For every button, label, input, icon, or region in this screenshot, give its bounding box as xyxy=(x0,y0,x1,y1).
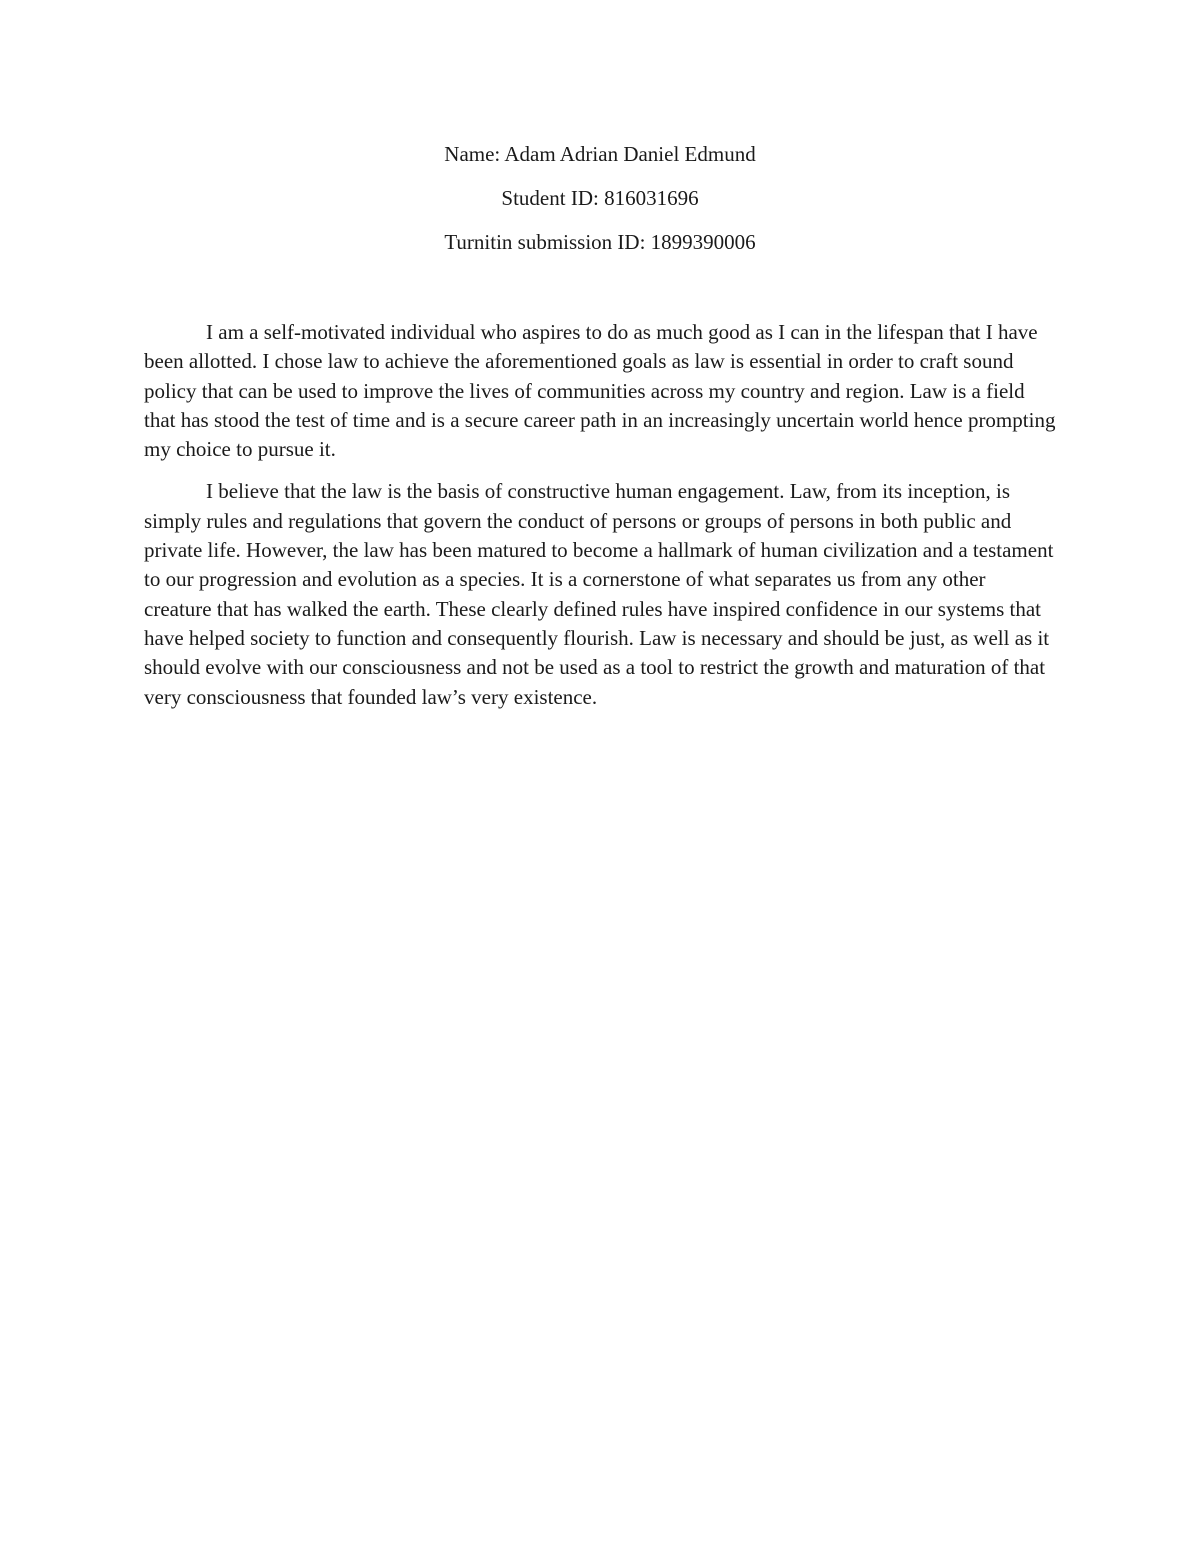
turnitin-id-line: Turnitin submission ID: 1899390006 xyxy=(444,230,756,254)
document-header xyxy=(0,140,1200,272)
document-body xyxy=(144,318,1058,725)
student-id-line: Student ID: 816031696 xyxy=(501,186,699,210)
paragraph-1: I am a self-motivated individual who aspires to do as much good as I can in the lifespan that I have been allotted. I chose law to achieve the aforementioned goals as law is essential in order to craft sound policy that can be used to improve the lives of communities across my country and region. Law is a field that has stood the test of time and is a secure career path in an increasingly uncertain world hence prompting my choice to pursue it. xyxy=(144,320,1056,462)
student-name-line: Name: Adam Adrian Daniel Edmund xyxy=(444,142,756,166)
paragraph-2: I believe that the law is the basis of constructive human engagement. Law, from its inception, is simply rules and regulations that govern the conduct of persons or groups of persons in both public and private life. However, the law has been matured to become a hallmark of human civilization and a testament to our progression and evolution as a species. It is a cornerstone of what separates us from any other creature that has walked the earth. These clearly defined rules have inspired confidence in our systems that have helped society to function and consequently flourish. Law is necessary and should be just, as well as it should evolve with our consciousness and not be used as a tool to restrict the growth and maturation of that very consciousness that founded law’s very existence. xyxy=(144,479,1054,709)
